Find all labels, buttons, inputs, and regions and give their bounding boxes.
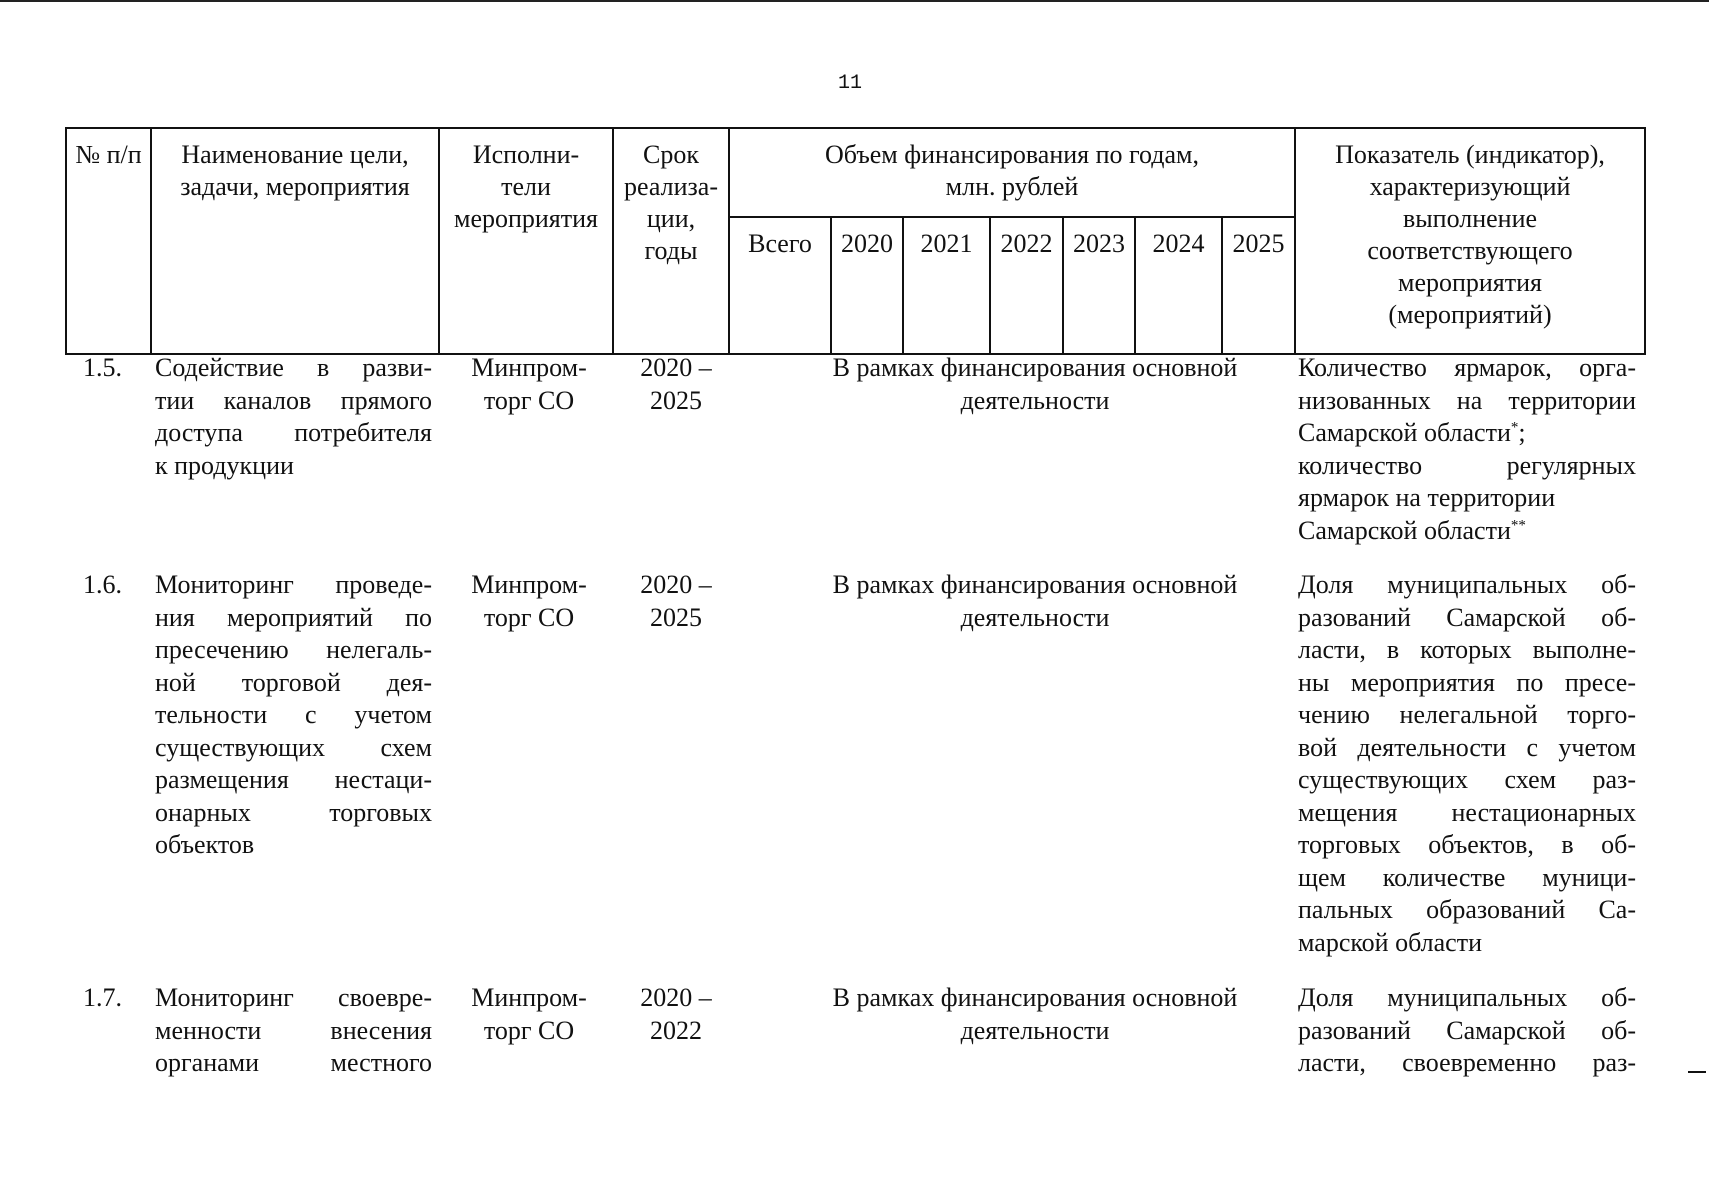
- row-number: 1.5.: [83, 353, 122, 382]
- indicator-text: Доля муниципальных об- разований Самарской об- ласти, своевременно раз-: [1298, 983, 1636, 1077]
- indicator-text: Доля муниципальных об- разований Самарской об- ласти, в которых выполне- ны мероприятия по пресе- чению нелегальной торго- вой деятельности с учетом существующих схем раз- мещения нестационарных торговых объектов, в об- щем количестве муници- пальных образований Са- марской области: [1298, 570, 1636, 957]
- header-col-indicator: Показатель (индикатор), характеризующий выполнение соответствующего мероприятия (мероприятий): [1295, 128, 1645, 354]
- header-year-2025: 2025: [1222, 217, 1295, 354]
- measure-name: Содействие в разви- тии каналов прямого доступа потребителя к продукции: [155, 353, 432, 480]
- table-header: [65, 127, 1646, 355]
- funding-text: В рамках финансирования основной деятельности: [832, 570, 1238, 632]
- header-col-term: Срок реализа- ции, годы: [613, 128, 729, 354]
- header-year-2020: 2020: [831, 217, 903, 354]
- measure-name: Мониторинг проведе- ния мероприятий по пресечению нелегаль- ной торговой дея- тельности с учетом существующих схем размещения нестаци- онарных торговых объектов: [155, 570, 432, 859]
- table-body: [65, 352, 1645, 1092]
- executor: Минпром- торг СО: [471, 570, 587, 632]
- header-col-funding: Объем финансирования по годам, млн. рублей: [729, 128, 1295, 217]
- header-year-2021: 2021: [903, 217, 990, 354]
- header-col-total: Всего: [729, 217, 831, 354]
- header-year-2023: 2023: [1063, 217, 1135, 354]
- footnote-mark: *: [1510, 419, 1519, 436]
- table-row: [65, 982, 1645, 1092]
- top-border-line: [0, 0, 1709, 2]
- measure-name: Мониторинг своевре- менности внесения органами местного: [155, 983, 432, 1077]
- header-col-name: Наименование цели, задачи, мероприятия: [151, 128, 439, 354]
- funding-text: В рамках финансирования основной деятельности: [832, 353, 1238, 415]
- header-col-number: № п/п: [66, 128, 151, 354]
- term: 2020 – 2025: [640, 570, 712, 632]
- header-year-2022: 2022: [990, 217, 1063, 354]
- term: 2020 – 2022: [640, 983, 712, 1045]
- executor: Минпром- торг СО: [471, 353, 587, 415]
- executor: Минпром- торг СО: [471, 983, 587, 1045]
- header-col-executor: Исполни- тели мероприятия: [439, 128, 613, 354]
- footnote-mark: **: [1510, 516, 1526, 533]
- header-year-2024: 2024: [1135, 217, 1222, 354]
- funding-text: В рамках финансирования основной деятельности: [832, 983, 1238, 1045]
- margin-dash-mark: [1688, 1071, 1706, 1073]
- indicator-text: Количество ярмарок, орга- низованных на территории Самарской области*; количество регулярных ярмарок на территории Самарской области**: [1298, 353, 1636, 545]
- term: 2020 – 2025: [640, 353, 712, 415]
- page-number: 11: [837, 72, 862, 95]
- row-number: 1.6.: [83, 570, 122, 599]
- table-row: [65, 569, 1645, 982]
- table-row: [65, 352, 1645, 569]
- row-number: 1.7.: [83, 983, 122, 1012]
